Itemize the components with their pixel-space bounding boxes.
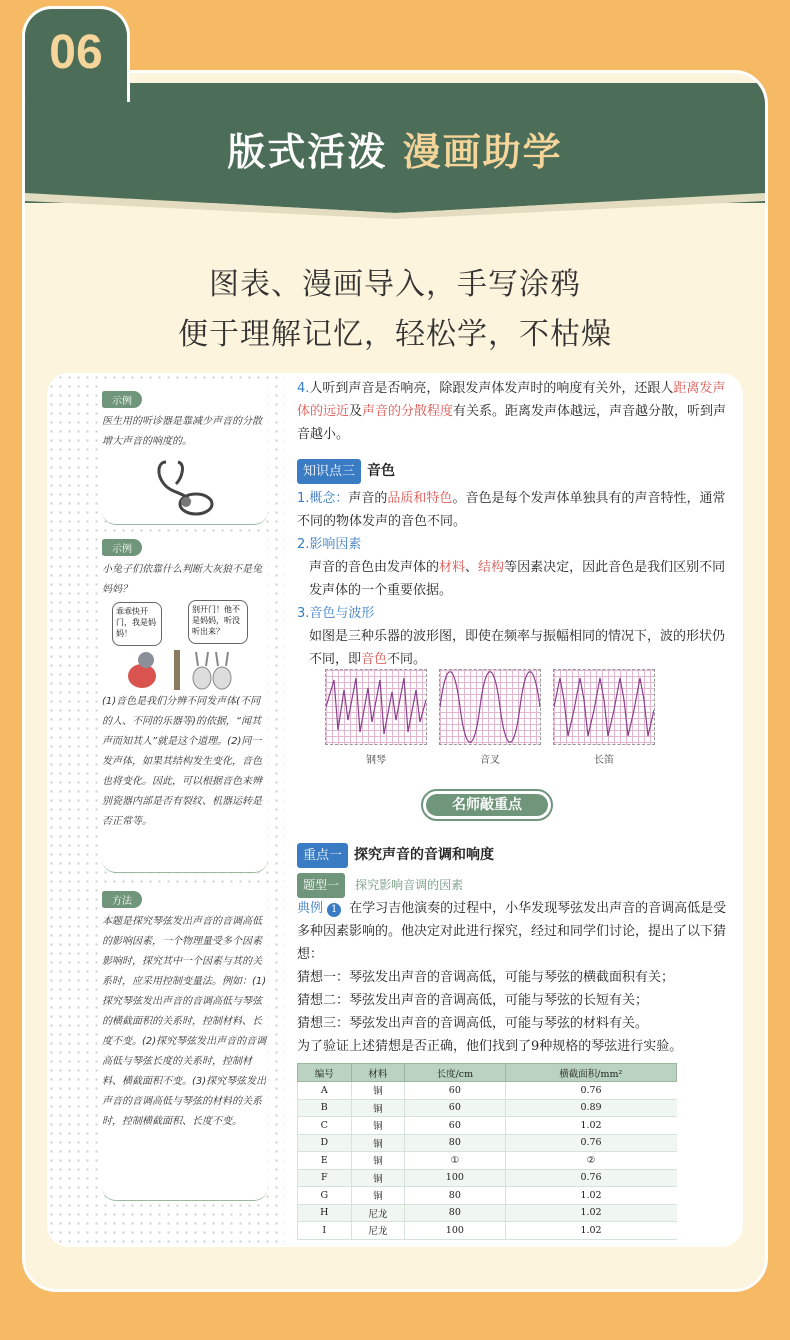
feature-card bbox=[22, 70, 768, 1292]
table-cell: G bbox=[298, 1187, 352, 1205]
table-row bbox=[298, 1117, 677, 1135]
guess-2: 猜想二：琴弦发出声音的音调高低，可能与琴弦的长短有关； bbox=[297, 993, 649, 1008]
table-row bbox=[298, 1082, 677, 1100]
banner-shadow bbox=[25, 179, 765, 219]
margin-note-2 bbox=[102, 533, 268, 873]
wave-caption-fork: 音叉 bbox=[480, 755, 500, 766]
verify-sentence: 为了验证上述猜想是否正确，他们找到了9种规格的琴弦进行实验。 bbox=[297, 1039, 683, 1054]
subtitle-line2: 便于理解记忆，轻松学，不枯燥 bbox=[178, 317, 612, 352]
wave-caption-piano: 钢琴 bbox=[366, 755, 386, 766]
focus-heading bbox=[297, 843, 733, 868]
wave-paragraph: 如图是三种乐器的波形图，即使在频率与振幅相同的情况下，波的形状仍不同，即音色不同。 bbox=[309, 629, 726, 667]
table-row bbox=[298, 1204, 677, 1222]
table-cell: 80 bbox=[405, 1134, 505, 1152]
note-tag: 方法 bbox=[102, 891, 142, 908]
table-cell: 铜 bbox=[351, 1134, 405, 1152]
table-cell: 铜 bbox=[351, 1152, 405, 1170]
flute-waveform bbox=[553, 669, 655, 745]
note-tag: 示例 bbox=[102, 539, 142, 556]
knowledge-point-3 bbox=[297, 459, 733, 484]
factors-heading: 2.影响因素 bbox=[297, 537, 362, 552]
table-cell: ② bbox=[505, 1152, 676, 1170]
table-header: 横截面积/mm² bbox=[505, 1064, 676, 1082]
table-cell: 尼龙 bbox=[351, 1222, 405, 1240]
example-label: 典例 bbox=[297, 901, 324, 916]
table-cell: 1.02 bbox=[505, 1222, 676, 1240]
table-cell: 铜 bbox=[351, 1099, 405, 1117]
table-row bbox=[298, 1187, 677, 1205]
factors-paragraph: 声音的音色由发声体的材料、结构等因素决定，因此音色是我们区别不同发声体的一个重要依据。 bbox=[309, 560, 726, 598]
note-text: 医生用的听诊器是靠减少声音的分散增大声音的响度的。 bbox=[102, 416, 262, 447]
table-cell: 1.02 bbox=[505, 1117, 676, 1135]
table-cell: 60 bbox=[405, 1082, 505, 1100]
wave-heading: 3.音色与波形 bbox=[297, 606, 375, 621]
type-tag: 题型一 bbox=[297, 873, 345, 898]
table-cell: 100 bbox=[405, 1169, 505, 1187]
table-row bbox=[298, 1152, 677, 1170]
section-number: 06 bbox=[49, 26, 103, 79]
comic-illustration bbox=[102, 600, 268, 692]
table-header: 材料 bbox=[351, 1064, 405, 1082]
guess-3: 猜想三：琴弦发出声音的音调高低，可能与琴弦的材料有关。 bbox=[297, 1016, 649, 1031]
table-cell: 60 bbox=[405, 1117, 505, 1135]
table-cell: 0.76 bbox=[505, 1082, 676, 1100]
table-body bbox=[298, 1082, 677, 1240]
table-cell: 80 bbox=[405, 1204, 505, 1222]
note-text: 小兔子们依靠什么判断大灰狼不是兔妈妈？ bbox=[102, 564, 262, 595]
table-row bbox=[298, 1099, 677, 1117]
point-4: 4.人听到声音是否响亮，除跟发声体发声时的响度有关外，还跟人距离发声体的远近及声音的分散程度有关系。距离发声体越远，声音越分散，听到声音越小。 bbox=[297, 381, 727, 442]
key-points-pill: 名师敲重点 bbox=[421, 789, 553, 821]
note-text: 本题是探究琴弦发出声音的音调高低的影响因素，一个物理量受多个因素影响时，探究其中一个因素与其的关系时，应采用控制变量法。例如：(1)探究琴弦发出声音的音调高低与琴弦的横截面积的关系时，控制材料、长度不变。(2)探究琴弦发出声音的音调高低与琴弦长度的关系时，控制材料、横截面积不变。(3)探究琴弦发出声音的音调高低与琴弦的材料的关系时，控制横截面积、长度不变。 bbox=[102, 916, 267, 1127]
wolf-and-rabbits-icon bbox=[122, 646, 242, 692]
table-cell: C bbox=[298, 1117, 352, 1135]
table-cell: A bbox=[298, 1082, 352, 1100]
table-cell: 1.02 bbox=[505, 1204, 676, 1222]
wave-caption-flute: 长笛 bbox=[594, 755, 614, 766]
table-row bbox=[298, 1222, 677, 1240]
table-row bbox=[298, 1134, 677, 1152]
subtitle-line1: 图表、漫画导入，手写涂鸦 bbox=[209, 267, 581, 302]
table-cell: 铜 bbox=[351, 1187, 405, 1205]
table-cell: H bbox=[298, 1204, 352, 1222]
textbook-page bbox=[47, 373, 743, 1247]
table-header: 长度/cm bbox=[405, 1064, 505, 1082]
table-cell: 60 bbox=[405, 1099, 505, 1117]
table-cell: 80 bbox=[405, 1187, 505, 1205]
table-cell: 0.76 bbox=[505, 1169, 676, 1187]
table-cell: I bbox=[298, 1222, 352, 1240]
type-heading bbox=[297, 873, 733, 898]
table-cell: 0.76 bbox=[505, 1134, 676, 1152]
table-cell: ① bbox=[405, 1152, 505, 1170]
banner-title bbox=[25, 121, 765, 176]
table-cell: 铜 bbox=[351, 1169, 405, 1187]
speech-bubble-left: 乖乖快开门，我是妈妈！ bbox=[112, 602, 162, 646]
kp-title: 音色 bbox=[367, 463, 396, 479]
example-paragraph: 典例 1 在学习吉他演奏的过程中，小华发现琴弦发出声音的音调高低是受多种因素影响的。他决定对此进行探究，经过和同学们讨论，提出了以下猜想： bbox=[297, 901, 727, 962]
table-cell: B bbox=[298, 1099, 352, 1117]
note-text-2: (1)音色是我们分辨不同发声体(不同的人、不同的乐器等)的依据，“闻其声而知其人”就是这个道理。(2)同一发声体，如果其结构发生变化，音色也将变化。因此，可以根据音色来辨别瓷器内部是否有裂纹、机器运转是否正常等。 bbox=[102, 696, 262, 827]
table-cell: 0.89 bbox=[505, 1099, 676, 1117]
table-header: 编号 bbox=[298, 1064, 352, 1082]
table-row bbox=[298, 1169, 677, 1187]
string-spec-table bbox=[297, 1063, 677, 1240]
example-number: 1 bbox=[327, 903, 341, 917]
guess-1: 猜想一：琴弦发出声音的音调高低，可能与琴弦的横截面积有关； bbox=[297, 970, 675, 985]
kp-tag: 知识点三 bbox=[297, 459, 361, 484]
table-cell: 铜 bbox=[351, 1082, 405, 1100]
margin-note-3 bbox=[102, 885, 268, 1201]
table-cell: 100 bbox=[405, 1222, 505, 1240]
banner-title-part1: 版式活泼 bbox=[227, 130, 388, 174]
stethoscope-icon bbox=[146, 458, 216, 518]
table-cell: 铜 bbox=[351, 1117, 405, 1135]
focus-title: 探究声音的音调和响度 bbox=[354, 847, 495, 863]
note-tag: 示例 bbox=[102, 391, 142, 408]
type-title: 探究影响音调的因素 bbox=[355, 878, 464, 892]
table-cell: D bbox=[298, 1134, 352, 1152]
table-cell: 尼龙 bbox=[351, 1204, 405, 1222]
tuning-fork-waveform bbox=[439, 669, 541, 745]
table-cell: F bbox=[298, 1169, 352, 1187]
speech-bubble-right: 别开门！他不是妈妈，听没听出来？ bbox=[188, 600, 248, 644]
table-cell: 1.02 bbox=[505, 1187, 676, 1205]
banner-title-part2: 漫画助学 bbox=[402, 130, 563, 174]
margin-note-1 bbox=[102, 385, 268, 525]
focus-tag: 重点一 bbox=[297, 843, 348, 868]
table-cell: E bbox=[298, 1152, 352, 1170]
section-badge bbox=[22, 6, 130, 102]
piano-waveform bbox=[325, 669, 427, 745]
concept-paragraph: 1.概念：声音的品质和特色。音色是每个发声体单独具有的声音特性，通常不同的物体发声的音色不同。 bbox=[297, 491, 726, 529]
